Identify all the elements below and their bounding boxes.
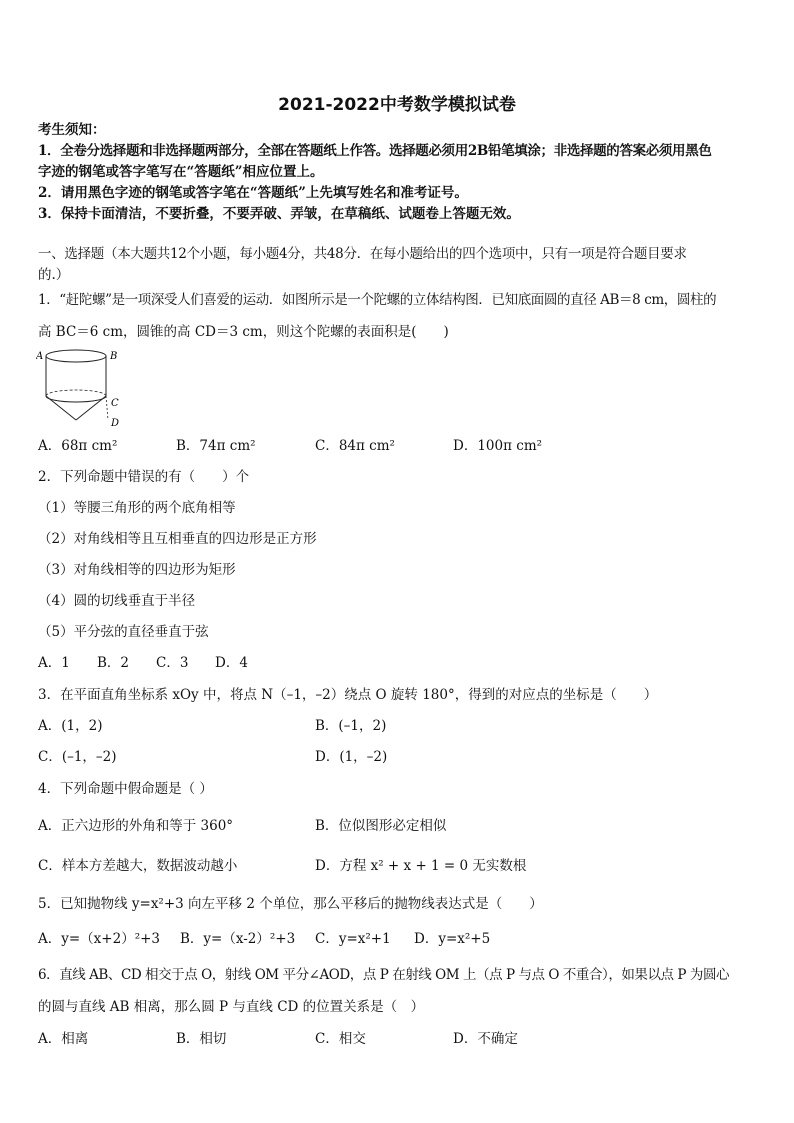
q5-option-a: A．y=（x+2）²+3: [38, 931, 161, 947]
height-marker: [106, 396, 108, 420]
q4-stem: 4．下列命题中假命题是（ ）: [38, 781, 213, 797]
notice-item-1: 1．全卷分选择题和非选择题两部分，全部在答题纸上作答。选择题必须用2B铅笔填涂；非选择题的答案必须用黑色: [38, 143, 712, 159]
label-b: B: [110, 351, 118, 362]
top-ellipse: [46, 350, 106, 362]
q1-option-b: B．74π cm²: [176, 438, 256, 454]
q4-option-b: B．位似图形必定相似: [315, 818, 447, 834]
q3-option-b: B．(–1，2): [315, 718, 387, 734]
q6-option-c: C．相交: [315, 1031, 366, 1047]
q3-stem: 3．在平面直角坐标系 xOy 中，将点 N（–1，–2）绕点 O 旋转 180°，得到的对应点的坐标是（ ）: [38, 687, 658, 703]
notice-item-1-cont: 字迹的钢笔或答字笔写在“答题纸”相应位置上。: [38, 164, 324, 180]
q6-option-b: B．相切: [176, 1031, 227, 1047]
q1-option-d: D．100π cm²: [453, 438, 543, 454]
q4-option-c: C．样本方差越大，数据波动越小: [38, 858, 238, 874]
label-c: C: [111, 398, 119, 409]
q2-item-1: （1）等腰三角形的两个底角相等: [38, 500, 236, 516]
q1-option-c: C．84π cm²: [315, 438, 395, 454]
q3-option-c: C．(–1，–2): [38, 749, 117, 765]
q2-option-c: C．3: [156, 655, 189, 671]
q5-option-d: D．y=x²+5: [414, 931, 491, 947]
bottom-ellipse-front: [46, 396, 106, 402]
q5-stem: 5．已知抛物线 y=x²+3 向左平移 2 个单位，那么平移后的抛物线表达式是（ ）: [38, 896, 543, 912]
q2-option-b: B．2: [97, 655, 130, 671]
q1-stem: 1．“赶陀螺”是一项深受人们喜爱的运动．如图所示是一个陀螺的立体结构图．已知底面圆的直径 AB＝8 cm，圆柱的: [38, 292, 717, 308]
notice-heading: 考生须知：: [38, 122, 106, 138]
q2-item-5: （5）平分弦的直径垂直于弦: [38, 624, 209, 640]
notice-item-2: 2．请用黑色字迹的钢笔或答字笔在“答题纸”上先填写姓名和准考证号。: [38, 185, 468, 201]
q4-option-d: D．方程 x² + x + 1 = 0 无实数根: [315, 858, 527, 874]
q1-option-a: A．68π cm²: [38, 438, 118, 454]
page-title: 2021-2022中考数学模拟试卷: [278, 95, 516, 115]
spinning-top-figure: [36, 346, 128, 432]
q2-option-d: D．4: [215, 655, 248, 671]
q4-option-a: A．正六边形的外角和等于 360°: [38, 818, 234, 834]
q3-option-d: D．(1，–2): [315, 749, 388, 765]
q2-item-3: （3）对角线相等的四边形为矩形: [38, 562, 236, 578]
q2-item-2: （2）对角线相等且互相垂直的四边形是正方形: [38, 531, 317, 547]
q1-stem-cont: 高 BC＝6 cm，圆锥的高 CD＝3 cm，则这个陀螺的表面积是( ): [38, 324, 449, 340]
section-heading: 一、选择题（本大题共12个小题，每小题4分，共48分．在每小题给出的四个选项中，只有一项是符合题目要求: [38, 246, 687, 262]
q5-option-c: C．y=x²+1: [315, 931, 391, 947]
label-d: D: [111, 418, 120, 429]
q5-option-b: B．y=（x-2）²+3: [180, 931, 296, 947]
bottom-ellipse-back: [46, 390, 106, 396]
q6-option-a: A．相离: [38, 1031, 89, 1047]
label-a: A: [36, 351, 44, 362]
q2-item-4: （4）圆的切线垂直于半径: [38, 593, 196, 609]
cone-right-edge: [76, 396, 106, 420]
cone-left-edge: [46, 396, 76, 420]
q6-stem: 6．直线 AB、CD 相交于点 O，射线 OM 平分∠AOD，点 P 在射线 OM 上（点 P 与点 O 不重合），如果以点 P 为圆心: [38, 967, 730, 983]
notice-item-3: 3．保持卡面清洁，不要折叠，不要弄破、弄皱，在草稿纸、试题卷上答题无效。: [38, 206, 520, 222]
q3-option-a: A．(1，2): [38, 718, 103, 734]
q2-stem: 2．下列命题中错误的有（ ）个: [38, 469, 250, 485]
q6-stem-cont: 的圆与直线 AB 相离，那么圆 P 与直线 CD 的位置关系是（ ）: [38, 999, 425, 1015]
section-heading-cont: 的.）: [38, 267, 70, 283]
q2-option-a: A．1: [38, 655, 70, 671]
q6-option-d: D．不确定: [453, 1031, 518, 1047]
